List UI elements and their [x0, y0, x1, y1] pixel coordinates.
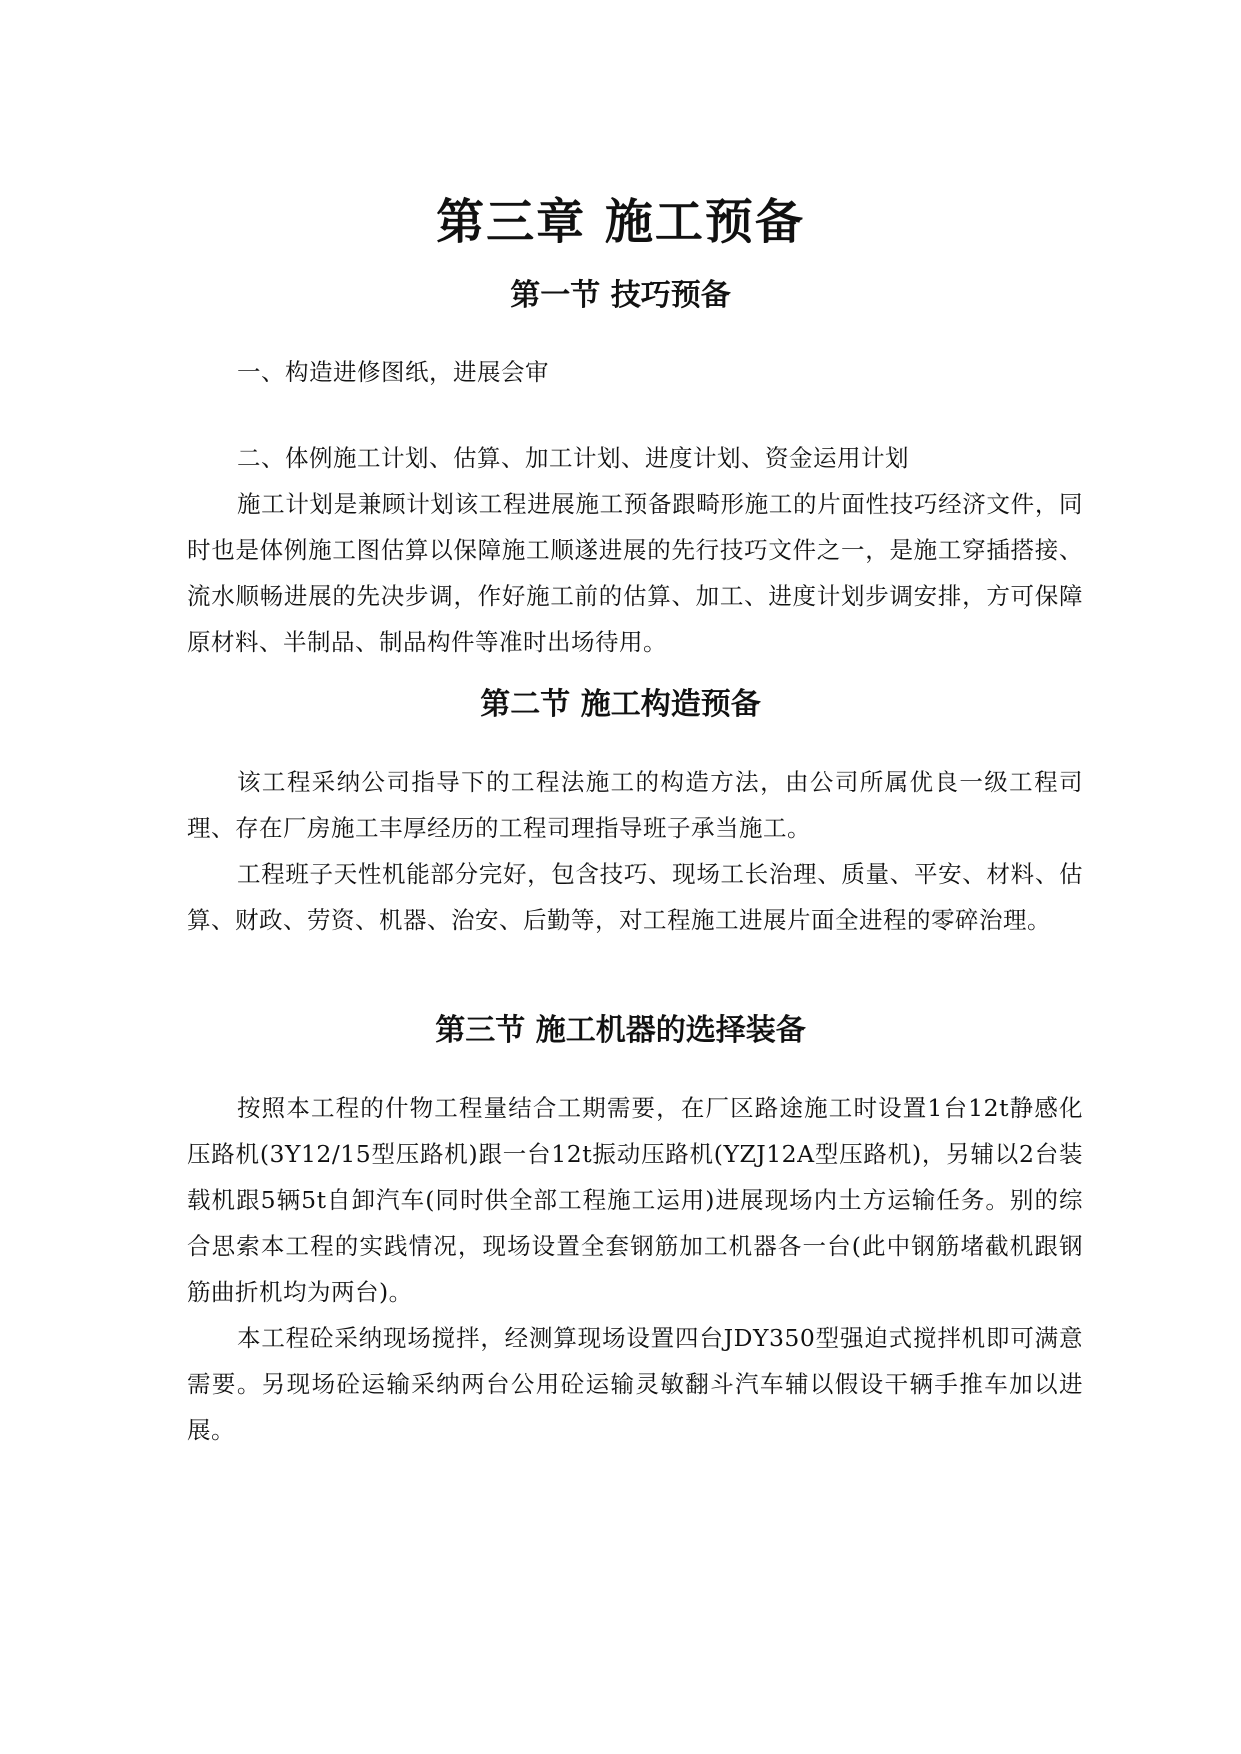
chapter-title: 第三章 施工预备 — [436, 194, 805, 250]
section-1-paragraph-1: 施工计划是兼顾计划该工程进展施工预备跟畸形施工的片面性技巧经济文件，同时也是体例施工图估算以保障施工顺遂进展的先行技巧文件之一，是施工穿插搭接、流水顺畅进展的先决步调，作好施工前的估算、加工、进度计划步调安排，方可保障原材料、半制品、制品构件等准时出场待用。 — [187, 490, 1083, 656]
section-3-paragraph-2: 本工程砼采纳现场搅拌，经测算现场设置四台JDY350型强迫式搅拌机即可满意需要。另现场砼运输采纳两台公用砼运输灵敏翻斗汽车辅以假设干辆手推车加以进展。 — [187, 1324, 1083, 1444]
section-2-paragraph-1: 该工程采纳公司指导下的工程法施工的构造方法，由公司所属优良一级工程司理、存在厂房施工丰厚经历的工程司理指导班子承当施工。 — [187, 768, 1083, 842]
section-title-2: 第二节 施工构造预备 — [480, 687, 761, 722]
section-3-body — [187, 1085, 1083, 1453]
section-3-paragraph-1: 按照本工程的什物工程量结合工期需要，在厂区路途施工时设置1台12t静感化压路机(3Y12/15型压路机)跟一台12t振动压路机(YZJ12A型压路机)，另辅以2台装载机跟5辆5t自卸汽车(同时供全部工程施工运用)进展现场内土方运输任务。别的综合思索本工程的实践情况，现场设置全套钢筋加工机器各一台(此中钢筋堵截机跟钢筋曲折机均为两台)。 — [187, 1094, 1083, 1306]
section-2-body — [187, 759, 1083, 943]
section-1-item-2: 二、体例施工计划、估算、加工计划、进度计划、资金运用计划 — [237, 444, 909, 472]
section-title-3: 第三节 施工机器的选择装备 — [435, 1013, 806, 1048]
section-title-1: 第一节 技巧预备 — [510, 278, 731, 313]
section-1-item-1-block — [187, 349, 1083, 395]
section-1-body — [187, 435, 1083, 665]
section-1-item-1: 一、构造进修图纸，进展会审 — [237, 358, 549, 386]
section-2-paragraph-2: 工程班子天性机能部分完好，包含技巧、现场工长治理、质量、平安、材料、估算、财政、劳资、机器、治安、后勤等，对工程施工进展片面全进程的零碎治理。 — [187, 860, 1083, 934]
